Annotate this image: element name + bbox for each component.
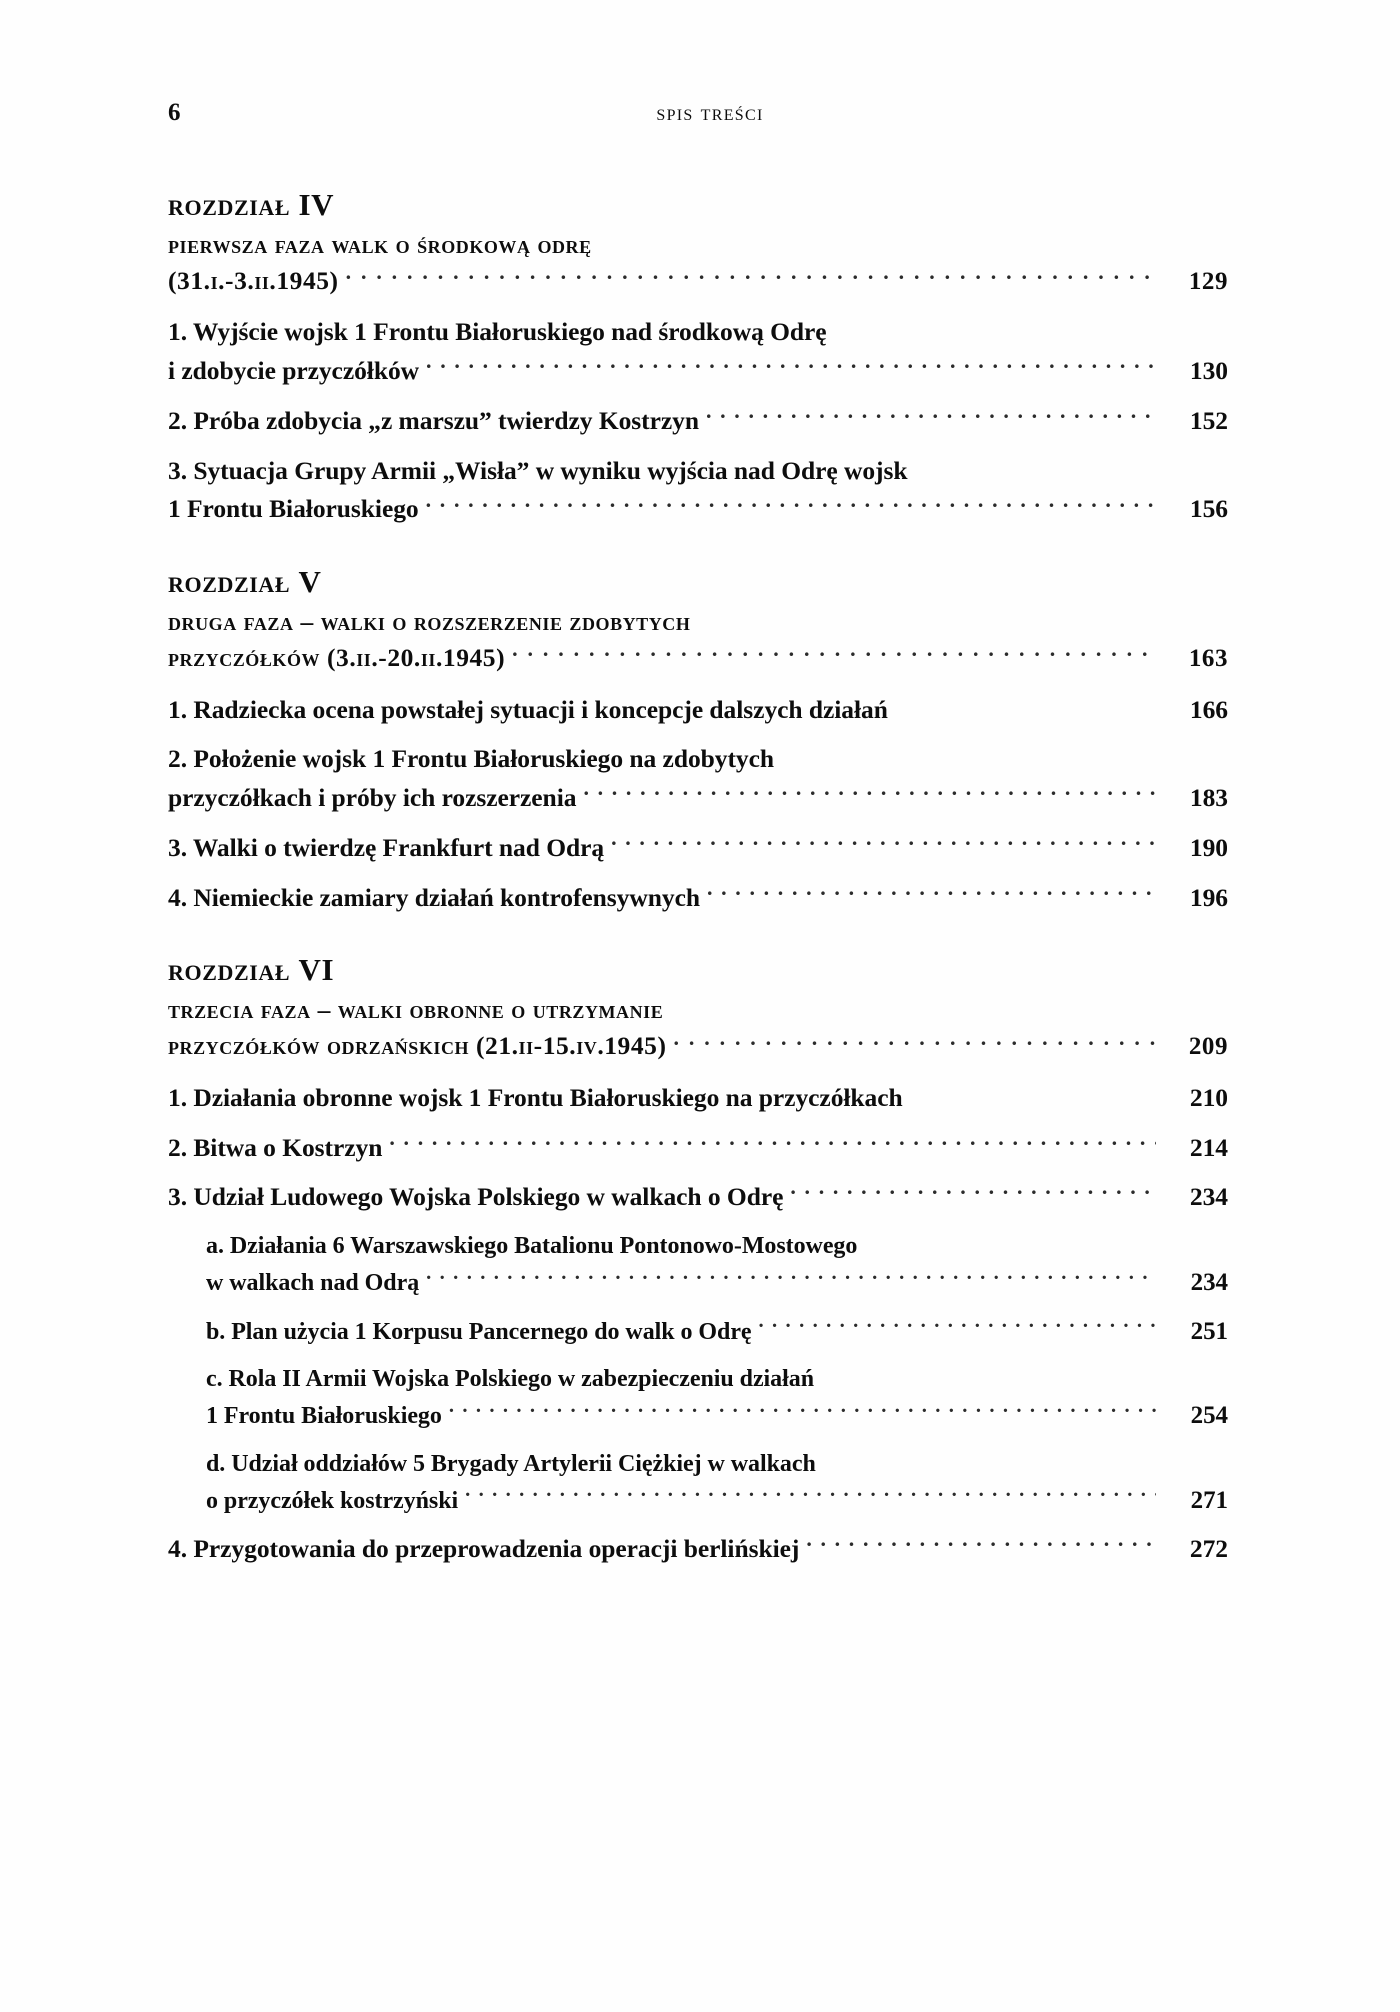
leader-dots (426, 492, 1156, 518)
toc-line-text: c. Rola II Armii Wojska Polskiego w zabezpieczeniu działań (206, 1366, 814, 1393)
leader-dots (706, 403, 1156, 429)
toc-entry[interactable] (168, 402, 1228, 441)
leader-dots (346, 263, 1156, 289)
leader-dots (449, 1399, 1156, 1423)
leader-dots (759, 1315, 1156, 1339)
toc-line-text: 3. Udział Ludowego Wojska Polskiego w walkach o Odrę (168, 1182, 784, 1212)
toc-line[interactable] (168, 227, 1228, 263)
toc-page-number: 271 (1190, 1486, 1228, 1514)
toc-chapter (168, 563, 1228, 917)
chapter-label-word: rozdział (168, 564, 299, 600)
toc-line[interactable] (168, 992, 1228, 1028)
toc-page-number: 214 (1189, 1132, 1228, 1162)
toc-line-text: (31.i.-3.ii.1945) (168, 265, 339, 295)
toc-page-number: 196 (1189, 882, 1228, 912)
chapter-label-numeral: VI (298, 952, 335, 988)
toc-page-number: 272 (1189, 1534, 1228, 1564)
toc-line[interactable] (206, 1361, 1228, 1397)
toc-subentry[interactable] (168, 1446, 1228, 1520)
toc-line-text: 4. Przygotowania do przeprowadzenia operacji berlińskiej (168, 1534, 800, 1564)
toc-line[interactable] (206, 1313, 1228, 1351)
toc-line-text: o przyczółek kostrzyński (206, 1487, 459, 1514)
toc-line[interactable] (168, 779, 1228, 818)
toc-line[interactable] (168, 490, 1228, 529)
toc-entry[interactable] (168, 829, 1228, 868)
chapter-label[interactable] (168, 186, 1228, 225)
leader-dots (426, 1266, 1156, 1290)
chapter-label[interactable] (168, 563, 1228, 602)
chapter-title (168, 227, 1228, 300)
toc-line[interactable] (168, 691, 1228, 730)
chapter-label-word: rozdział (168, 187, 299, 222)
chapter-label-numeral: IV (298, 187, 335, 222)
chapter-label-word: rozdział (168, 952, 299, 988)
toc-line[interactable] (206, 1397, 1228, 1435)
toc-page-number: 234 (1189, 1182, 1228, 1212)
toc-chapter (168, 186, 1228, 529)
toc-line[interactable] (168, 1079, 1228, 1118)
chapter-label[interactable] (168, 951, 1228, 990)
toc-page-number: 251 (1190, 1317, 1228, 1345)
toc-line[interactable] (168, 263, 1228, 300)
toc-line[interactable] (206, 1264, 1228, 1302)
toc-line-text: 4. Niemieckie zamiary działań kontrofensywnych (168, 882, 700, 912)
toc-line[interactable] (168, 1178, 1228, 1217)
leader-dots (512, 641, 1156, 667)
toc-entry[interactable] (168, 1530, 1228, 1569)
chapter-entries (168, 691, 1228, 918)
toc-line[interactable] (168, 604, 1228, 640)
toc-line[interactable] (168, 1530, 1228, 1569)
toc-entry[interactable] (168, 452, 1228, 530)
leader-dots (707, 880, 1156, 906)
toc-line[interactable] (168, 879, 1228, 918)
toc-subentry[interactable] (168, 1228, 1228, 1302)
toc-line-text: a. Działania 6 Warszawskiego Batalionu Pontonowo-Mostowego (206, 1233, 858, 1260)
leader-dots (583, 781, 1156, 807)
toc-page-number: 156 (1189, 494, 1228, 524)
toc-entry[interactable] (168, 879, 1228, 918)
toc-page-number: 254 (1190, 1402, 1228, 1430)
leader-dots (790, 1180, 1156, 1206)
toc-line[interactable] (206, 1446, 1228, 1482)
toc-line[interactable] (168, 402, 1228, 441)
toc-line[interactable] (206, 1228, 1228, 1264)
toc-line-text: trzecia faza – walki obronne o utrzymanie (168, 995, 664, 1025)
toc-entry[interactable] (168, 1178, 1228, 1217)
toc-entry[interactable] (168, 740, 1228, 818)
toc-line-text: i zdobycie przyczółków (168, 356, 420, 386)
leader-dots (426, 354, 1156, 380)
table-of-contents (168, 186, 1228, 1580)
toc-line[interactable] (168, 452, 1228, 491)
leader-dots (806, 1532, 1156, 1558)
leader-dots (611, 830, 1156, 856)
running-head (168, 96, 1232, 130)
chapter-title (168, 604, 1228, 677)
toc-line[interactable] (168, 829, 1228, 868)
toc-line-text: druga faza – walki o rozszerzenie zdobytych (168, 606, 691, 636)
toc-line[interactable] (168, 313, 1228, 352)
toc-line-text: przyczółków odrzańskich (21.ii-15.iv.1945) (168, 1031, 667, 1061)
chapter-title (168, 992, 1228, 1065)
toc-entry[interactable] (168, 313, 1228, 391)
toc-page-number: 130 (1189, 356, 1228, 386)
toc-line-text: pierwsza faza walk o środkową odrę (168, 229, 592, 259)
toc-line-text: przyczółkach i próby ich rozszerzenia (168, 783, 577, 813)
toc-subentry[interactable] (168, 1361, 1228, 1435)
toc-entry[interactable] (168, 1129, 1228, 1168)
page-folio-number: 6 (168, 99, 181, 126)
toc-line[interactable] (168, 740, 1228, 779)
toc-line-text: 1. Działania obronne wojsk 1 Frontu Białoruskiego na przyczółkach (168, 1082, 903, 1112)
leader-dots (674, 1029, 1157, 1055)
toc-line[interactable] (206, 1482, 1228, 1520)
toc-entry[interactable] (168, 691, 1228, 730)
running-head-title: spis treści (656, 100, 764, 125)
toc-line[interactable] (168, 352, 1228, 391)
toc-line[interactable] (168, 1028, 1228, 1065)
toc-page-number: 166 (1189, 694, 1228, 724)
toc-page-number: 152 (1189, 405, 1228, 435)
toc-line-text: 1. Radziecka ocena powstałej sytuacji i koncepcje dalszych działań (168, 694, 888, 724)
toc-line-text: 3. Sytuacja Grupy Armii „Wisła” w wyniku wyjścia nad Odrę wojsk (168, 455, 908, 485)
leader-dots (465, 1484, 1156, 1508)
toc-line[interactable] (168, 640, 1228, 677)
toc-line-text: 1 Frontu Białoruskiego (206, 1403, 442, 1430)
toc-page-number: 209 (1188, 1033, 1228, 1061)
toc-line-text: 1 Frontu Białoruskiego (168, 494, 419, 524)
toc-line[interactable] (168, 1129, 1228, 1168)
chapter-entries (168, 313, 1228, 529)
toc-entry[interactable] (168, 1079, 1228, 1118)
toc-line-text: 3. Walki o twierdzę Frankfurt nad Odrą (168, 832, 605, 862)
toc-subentry[interactable] (168, 1313, 1228, 1351)
toc-line-text: 2. Bitwa o Kostrzyn (168, 1132, 383, 1162)
toc-line-text: 2. Próba zdobycia „z marszu” twierdzy Kostrzyn (168, 405, 699, 435)
toc-line-text: w walkach nad Odrą (206, 1270, 420, 1297)
toc-page-number: 190 (1189, 832, 1228, 862)
chapter-label-numeral: V (298, 564, 322, 600)
toc-page-number: 129 (1188, 267, 1228, 295)
toc-page-number: 163 (1188, 645, 1228, 673)
toc-page-number: 234 (1190, 1269, 1228, 1297)
toc-line-text: 1. Wyjście wojsk 1 Frontu Białoruskiego nad środkową Odrę (168, 317, 827, 347)
toc-line-text: 2. Położenie wojsk 1 Frontu Białoruskiego na zdobytych (168, 744, 775, 774)
toc-line-text: przyczółków (3.ii.-20.ii.1945) (168, 643, 506, 673)
toc-page-number: 183 (1189, 783, 1228, 813)
toc-line-text: b. Plan użycia 1 Korpusu Pancernego do walk o Odrę (206, 1318, 752, 1345)
toc-chapter (168, 951, 1228, 1568)
toc-line-text: d. Udział oddziałów 5 Brygady Artylerii Ciężkiej w walkach (206, 1450, 816, 1477)
toc-page-number: 210 (1189, 1082, 1228, 1112)
chapter-entries (168, 1079, 1228, 1569)
leader-dots (389, 1130, 1156, 1156)
